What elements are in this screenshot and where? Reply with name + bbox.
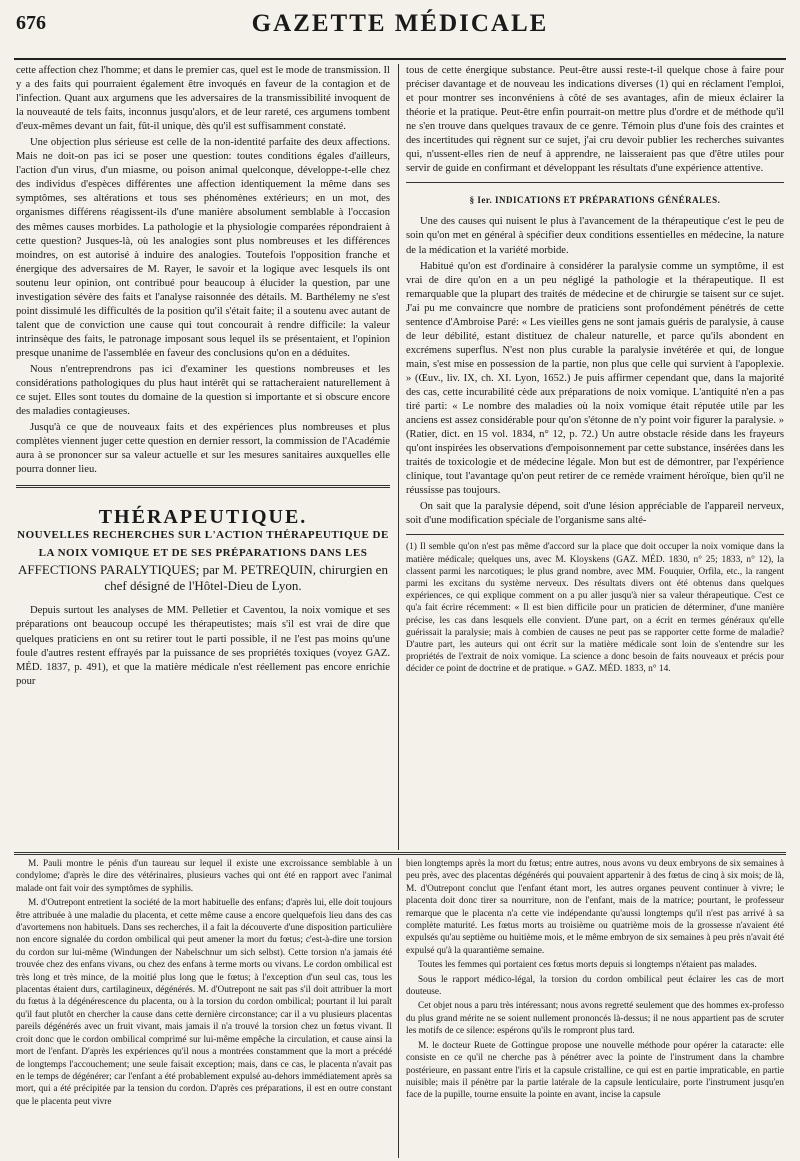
left-column-lower [16,858,392,1110]
article-paragraph: bien longtemps après la mort du fœtus; entre autres, nous avons vu deux embryons de six semaines à peu près, avec des placentas dégénérés qui pouvaient appartenir à des fœtus de cinq à six mois; de là, M. d'Outrepont conclut que l'enfant étant mort, les autres organes peuvent continuer à vivre; le placenta doit donc tirer sa nourriture, non de l'enfant, mais de la matrice; pourtant, le professeur remarque que le placenta n'a cette vie indépendante qu'aussi longtemps qu'il n'est pas arrivé à sa complète maturité. Les fœtus morts au troisième ou quatrième mois de la grossesse n'avaient été expulsés qu'au septième ou huitième mois, et le même embryon de six semaines à peu près n'avait été expulsé qu'à la quarantième semaine. [406,859,784,956]
footnote-divider [406,534,784,535]
article-subtitle-line1: NOUVELLES RECHERCHES SUR L'ACTION THÉRAPEUTIQUE DE [17,529,389,542]
header-rule [14,58,786,60]
page-header [14,6,786,44]
page-divider [14,852,786,855]
section-divider [16,485,390,488]
article-paragraph: M. le docteur Ruete de Gottingue propose une nouvelle méthode pour opérer la cataracte: elle consiste en ce qu'il ne cherche pas à pénétrer avec la pointe de l'instrument dans la chambre postérieure, en passant entre l'iris et la capsule cristalline, ce qui est en partie impraticable, en partie nuisible; mais il pénètre par la partie latérale de la capsule lenticulaire, porte l'instrument jusqu'en face de la pupille, tourne ensuite la pointe en avant, incise la capsule [406,1040,784,1101]
article-paragraph: Depuis surtout les analyses de MM. Pelletier et Caventou, la noix vomique et ses préparations ont beaucoup occupé les thérapeutistes; mais s'il est vrai de dire que quelques praticiens en ont su retirer tout le parti possible, il ne l'est pas moins qu'une foule d'autres restent effrayés par la puissance de ses propriétés toxiques (voyez GAZ. MÉD. 1837, p. 491), et que la matière médicale n'est réellement pas encore enrichie pour [16,605,390,687]
right-column-lower [406,858,784,1104]
footnote-text: (1) Il semble qu'on n'est pas même d'accord sur la place que doit occuper la noix vomique dans la matière médicale; quelques uns, avec M. Kloyskens (GAZ. MÉD. 1830, n° 25; 1833, n° 12), la classent parmi les narcotiques; le plus grand nombre, avec MM. Fouquier, Orfila, etc., la rangent parmi les excitans du système nerveux. Des résultats divers ont été obtenus dans quelques expériences, ce qui explique comment on a pu aller jusqu'à nier sa valeur thérapeutique. C'est ce qu'a fait écrire récemment: « Il est bien difficile pour un praticien de déterminer, d'une manière précise, les cas dans lesquels elle convient. D'une part, on a écrit en termes généraux qu'elle guérissait la paralysie; mais à combien de causes ne peut pas se rapporter cette forme de maladie? D'autre part, les auteurs qui ont écrit sur la matière médicale sont loin de s'entendre sur les propriétés de l'extrait de noix vomique. La science a donc besoin de faits nouveaux et précis pour décider ce point de doctrine et de pratique. » GAZ. MÉD. 1833, n° 14. [406,542,784,675]
subsection-heading: § Ier. INDICATIONS ET PRÉPARATIONS GÉNÉRALES. [469,195,721,206]
article-subtitle-line3: AFFECTIONS PARALYTIQUES; par M. PETREQUIN, chirurgien en chef désigné de l'Hôtel-Dieu de Lyon. [18,562,388,594]
article-paragraph: Nous n'entreprendrons pas ici d'examiner les questions nombreuses et les considérations pathologiques du plus haut intérêt qui se rattacheraient naturellement à ce sujet. Elles sont toutes du domaine de la question si importante et si obscure encore des maladies contagieuses. [16,363,390,418]
article-paragraph: M. d'Outrepont entretient la société de la mort habituelle des enfans; d'après lui, elle doit toujours être attribuée à une maladie du placenta, et cette même cause a encore quelquefois lieu dans des cas d'avortemens non habituels. Dans ses recherches, il a fait la découverte d'une disposition particulière non encore signalée du cordon ombilical qui peut amener la mort du fœtus; c'est-à-dire une torsion du cordon sur lui-même (Windungen der Nabelschnur um sich selbst). Cette torsion n'a jamais été trouvée chez des enfans vivans, ou chez des enfans à terme morts ou vivans. Le cordon ombilical est très long et très mince, de la moitié plus long que le fœtus; à l'exception d'un seul cas, tous les placentas étaient durs, cartilagineux, dégénérés. M. d'Outrepont ne sait pas s'il doit attribuer la mort du fœtus à la dégénérescence du placenta, ou à la torsion du cordon ombilical; pourtant il lui paraît qu'il faut plutôt en chercher la cause dans cette dernière circonstance; car il a vu plusieurs placentas pareils dégénérés avec un fruit vivant, mais jamais il n'a trouvé la torsion chez un fœtus vivant. Il croit donc que le cordon ombilical comprimé sur lui-même empêche la circulation, et cause ainsi la mort de l'enfant. D'après les expériences qu'il nous a montrées constamment que la mort a précédé de longtemps l'accouchement; une seule faisait exception; mais, dans ce cas, le placenta n'avait pas en le temps de dégénérer; car l'enfant a été probablement expulsé au-dehors immédiatement après sa mort, qui a été précipitée par la tension du cordon. D'après ces préparations, il est en outre constant que le placenta peut vivre [16,898,392,1107]
article-paragraph: Habitué qu'on est d'ordinaire à considérer la paralysie comme un symptôme, il est vrai de dire qu'on en a un peu négligé la pathologie et la thérapeutique. Il est remarquable que la plupart des traités de médecine et de chirurgie se taisent sur ce sujet. J'ai pu me convaincre que nombre de praticiens sont profondément pénétrés de cette sentence d'Ambroise Paré: « Les vieilles gens ne sont jamais guéris de paralysie, à cause de leur débilité, estant distituez de chaleur naturelle, et parce qu'ils abondent en excrémens superflus. N'est non plus curable la paralysie invétérée et qui, de longue main, s'est mise en possession de la partie, non plus que celle qui survient à l'apoplexie. » (Œuv., liv. IX, ch. XI. Lyon, 1652.) Je puis affirmer cependant que, dans la majorité des cas, cette incurabilité cède aux préparations de noix vomique. L'antiquité n'en a pas tiré parti: « Le nombre des maladies où la noix vomique était réputée utile par les anciens est assez considérable pour qu'on s'étonne de n'y point voir figurer la paralysie. » (Ratier, dict. en 15 vol. 1834, n° 12, p. 72.) Un autre obstacle réside dans les frayeurs qu'ont inspirées les observations d'empoisonnement par cette substance, insérées dans les traités de toxicologie et de médecine légale. Mon but est de démontrer, par l'expérience clinique, tout l'avantage qu'on peut retirer de ce remède vraiment héroïque, bien qu'il ne réussisse pas toujours. [406,260,784,497]
article-paragraph: On sait que la paralysie dépend, soit d'une lésion appréciable de l'appareil nerveux, soit d'une modification spéciale de l'organisme sans alté- [406,501,784,527]
article-paragraph: M. Pauli montre le pénis d'un taureau sur lequel il existe une excroissance semblable à un condylome; d'après le dire des vétérinaires, plusieurs vaches qui ont été en rapport avec l'animal malade ont fait voir des symptômes de syphilis. [16,859,392,894]
page-number: 676 [16,12,46,34]
right-column-upper [406,64,784,676]
column-divider-lower [398,858,399,1158]
left-column-upper [16,64,390,691]
subsection-divider [406,182,784,183]
article-paragraph: Une des causes qui nuisent le plus à l'avancement de la thérapeutique c'est le peu de soin qu'on met en général à spécifier deux conditions essentielles en médecine, la nature de la médication et la variété morbide. [406,216,784,256]
column-divider-upper [398,64,399,850]
newspaper-page [14,0,786,1161]
article-subtitle-line2: LA NOIX VOMIQUE ET DE SES PRÉPARATIONS DANS LES [38,547,368,560]
footnote [406,541,784,675]
article-paragraph: cette affection chez l'homme; et dans le premier cas, quel est le mode de transmission. Il y a des faits qui pourraient également être invoqués en faveur de la contagion et de l'infection. Quant aux argumens que les adversaires de la transmissibilité invoquent de la nouveauté de tels faits, inconnus jusqu'alors, et de leur rareté, ces argumens tombent d'eux-mêmes devant un fait, fût-il unique, dès qu'il est suffisamment constaté. [16,65,390,133]
article-paragraph: Une objection plus sérieuse est celle de la non-identité parfaite des deux affections. Mais ne doit-on pas ici se poser une question: toutes conditions égales d'ailleurs, l'action d'un virus, d'un miasme, ou poison animal quelconque, développe-t-elle chez des individus d'espèces différentes une affection identiquement la même dans ses symptômes, ses altérations et tous ses phénomènes extérieurs; en un mot, des organismes différens réagissent-ils d'une manière absolument semblable à l'occasion des mêmes causes morbides. La pathologie et la physiologie comparées répondraient à cette question? Jusques-là, où les analogies sont plus nombreuses et les différences moindres, on est autorisé à induire des analogies. Toutefois l'opposition franche et énergique des adversaires de M. Rayer, le savoir et la logique avec lesquels ils ont soutenu leur opinion, ont contribué pour beaucoup à élucider la question, par une investigation sévère des faits et l'analyse raisonnée des détails. M. Barthélemy ne s'est point dissimulé les difficultés de la position qu'il s'était faite; il a soutenu avec autant de talent que de conviction une cause qui tout concourait à rendre difficile: la valeur intrinsèque des faits, le patronage imposant sous lequel ils se présentaient, et l'opinion presque unanime de l'assemblée en faveur des conclusions qu'on en a déduites. [16,137,390,359]
article-paragraph: Jusqu'à ce que de nouveaux faits et des expériences plus nombreuses et plus complètes viennent juger cette question en dernier ressort, la commission de l'Académie aura à se prononcer sur sa valeur actuelle et sur les mesures sanitaires auxquelles elle pourra donner lieu. [16,422,390,476]
article-paragraph: Cet objet nous a paru très intéressant; nous avons regretté seulement que des hommes ex-professo du plus grand mérite ne se soient nullement prononcés là-dessus; il ne nous appartient pas de scruter les motifs de ce silence: espérons qu'ils le rompront plus tard. [406,1001,784,1037]
article-paragraph: Sous le rapport médico-légal, la torsion du cordon ombilical peut éclairer les cas de mort douteuse. [406,974,784,998]
article-paragraph: tous de cette énergique substance. Peut-être aussi reste-t-il quelque chose à faire pour préciser davantage et de nouveau les indications diverses (1) qui en réclament l'emploi, et pour montrer ses inconvéniens à côté de ses avantages, afin de mieux éclairer la théorie et la pratique. Peut-être enfin pourrait-on mettre plus d'ordre et de méthode qu'il ne s'en trouve dans quelques travaux de ce genre. Témoin plus d'une fois des craintes et des incertitudes qui règnent sur ce sujet, j'ai cru devoir publier les recherches suivantes qui, n'ussent-elles rien de neuf à apprendre, ne laisseraient pas que d'être utiles pour servir de guide en confirmant et développant les résultats d'une expérience attentive. [406,65,784,175]
gazette-title: GAZETTE MÉDICALE [251,10,549,37]
section-title: THÉRAPEUTIQUE. [98,506,308,529]
article-paragraph: Toutes les femmes qui portaient ces fœtus morts depuis si longtemps n'étaient pas malades. [418,960,757,971]
